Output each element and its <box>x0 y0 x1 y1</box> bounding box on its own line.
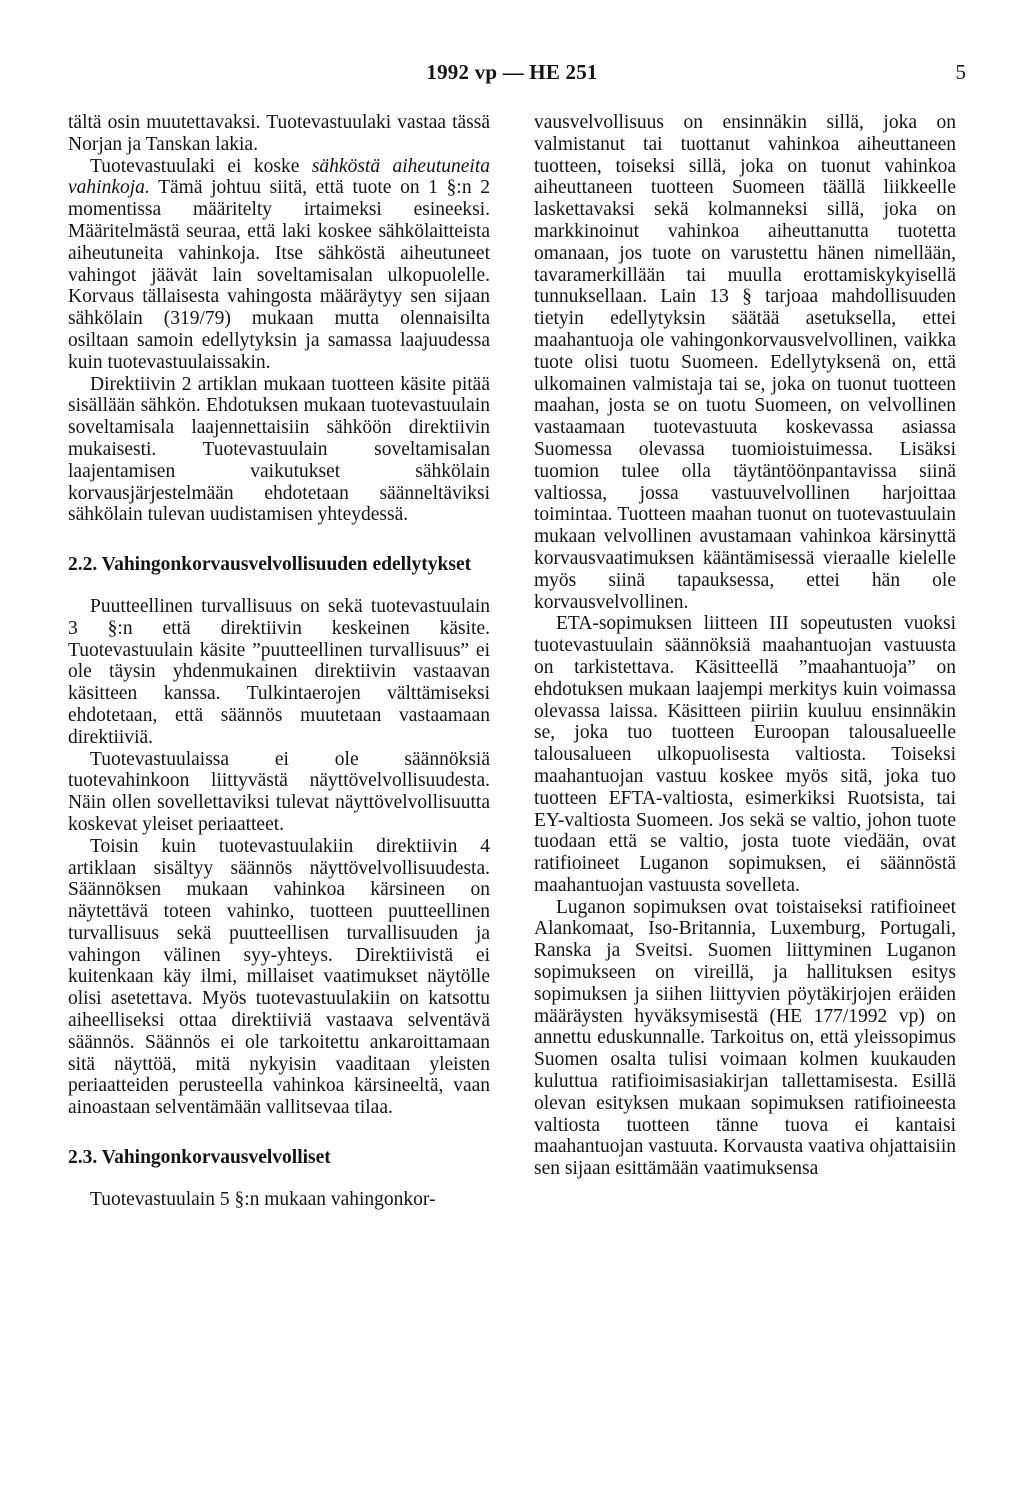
paragraph: Direktiivin 2 artiklan mukaan tuotteen käsite pitää sisällään sähkön. Ehdotuksen mukaan tuotevastuulain soveltamisala laajennettaisiin sähköön direktiivin mukaisesti. Tuotevastuulain soveltamisalan laajentamisen vaikutukset sähkölain korvausjärjestelmään ehdotetaan säänneltäviksi sähkölain tulevan uudistamisen yhteydessä. <box>68 373 490 526</box>
paragraph: Puutteellinen turvallisuus on sekä tuotevastuulain 3 §:n että direktiivin keskeinen käsite. Tuotevastuulain käsite ”puutteellinen turvallisuus” ei ole täysin yhdenmukainen direktiivin vastaavan käsitteen kanssa. Tulkintaerojen välttämiseksi ehdotetaan, että säännös muutetaan vastaamaan direktiiviä. <box>68 595 490 748</box>
text-run: Tämä johtuu siitä, että tuote on 1 §:n 2 momentissa määritelty irtaimeksi esineeksi. Määritelmästä seuraa, että laki koskee sähkölaitteista aiheutuneita vahinkoja. Itse sähköstä aiheutuneet vahingot jäävät lain soveltamisalan ulkopuolelle. Korvaus tällaisesta vahingosta määräytyy sen sijaan sähkölain (319/79) mukaan mutta olennaisilta osiltaan samoin edellytyksin ja samassa laajuudessa kuin tuotevastuulaissakin. <box>68 177 490 373</box>
section-heading: 2.2. Vahingonkorvausvelvollisuuden edellytykset <box>68 554 472 576</box>
paragraph <box>68 156 490 374</box>
paragraph: tältä osin muutettavaksi. Tuotevastuulaki vastaa tässä Norjan ja Tanskan lakia. <box>68 112 490 155</box>
text-run: Tuotevastuulaki ei koske <box>90 155 312 177</box>
paragraph: Tuotevastuulaissa ei ole säännöksiä tuotevahinkoon liittyvästä näyttövelvollisuudesta. Näin ollen sovellettaviksi tulevat näyttövelvollisuutta koskevat yleiset periaatteet. <box>68 748 490 835</box>
page-number: 5 <box>955 60 966 84</box>
paragraph: Tuotevastuulain 5 §:n mukaan vahingonkor- <box>90 1188 436 1210</box>
paragraph: ETA-sopimuksen liitteen III sopeutusten vuoksi tuotevastuulain säännöksiä maahantuojan vastuusta on tarkistettava. Käsitteellä ”maahantuoja” on ehdotuksen mukaan laajempi merkitys kuin voimassa olevassa laissa. Käsitteen piiriin kuuluu ensinnäkin se, joka tuo tuotteen Euroopan talousalueelle talousalueen ulkopuolisesta valtiosta. Toiseksi maahantuojan vastuu koskee myös sitä, joka tuo tuotteen EFTA-valtiosta, esimerkiksi Ruotsista, tai EY-valtiosta Suomeen. Jos sekä se valtio, johon tuote tuodaan että se valtio, josta tuote viedään, ovat ratifioineet Luganon sopimuksen, ei säännöstä maahantuojan vastuusta sovelleta. <box>534 613 956 896</box>
italic-text-run: sähköstä aiheutuneita vahinkoja. <box>68 155 490 199</box>
section-heading: 2.3. Vahingonkorvausvelvolliset <box>68 1147 331 1169</box>
paragraph: Luganon sopimuksen ovat toistaiseksi ratifioineet Alankomaat, Iso-Britannia, Luxemburg, Portugali, Ranska ja Sveitsi. Suomen liittyminen Luganon sopimukseen on vireillä, ja hallituksen esitys sopimuksen ja siihen liittyvien pöytäkirjojen eräiden määräysten hyväksymisestä (HE 177/1992 vp) on annettu eduskunnalle. Tarkoitus on, että yleissopimus Suomen osalta tulisi voimaan kolmen kuukauden kuluttua ratifioimisasiakirjan tallettamisesta. Esillä olevan esityksen mukaan sopimuksen ratifioineesta valtiosta tuotteen tänne tuova ei kantaisi maahantuojan vastuuta. Korvausta vaativa ohjattaisiin sen sijaan esittämään vaatimuksensa <box>534 896 956 1180</box>
right-column <box>534 112 956 1180</box>
paragraph: Toisin kuin tuotevastuulakiin direktiivin 4 artiklaan sisältyy säännös näyttövelvollisuudesta. Säännöksen mukaan vahinkoa kärsineen on näytettävä toteen vahinko, tuotteen puutteellinen turvallisuus sekä puutteellisen turvallisuuden ja vahingon välinen syy-yhteys. Direktiivistä ei kuitenkaan käy ilmi, millaiset vaatimukset näytölle olisi asetettava. Myös tuotevastuulakiin on katsottu aiheelliseksi ottaa direktiiviä vastaava selventävä säännös. Säännös ei ole tarkoitettu ankaroittamaan sitä näyttöä, mitä nykyisin vaaditaan yleisten periaatteiden perusteella vahinkoa kärsineeltä, vaan ainoastaan selventämään vallitsevaa tilaa. <box>68 835 490 1119</box>
left-column <box>68 112 490 1211</box>
page-header <box>0 60 1024 90</box>
header-title: 1992 vp — HE 251 <box>426 60 598 84</box>
paragraph: vausvelvollisuus on ensinnäkin sillä, joka on valmistanut tai tuottanut vahinkoa aiheuttaneen tuotteen, toiseksi sillä, joka on tuonut vahinkoa aiheuttaneen tuotteen Suomeen täällä liikkeelle laskettavaksi sekä kolmanneksi sillä, joka on markkinoinut vahinkoa aiheuttanutta tuotetta omanaan, jos tuote on varustettu hänen nimellään, tavaramerkillään tai muulla erottamiskykyisellä tunnuksellaan. Lain 13 § tarjoaa mahdollisuuden tietyin edellytyksin säätää asetuksella, ettei maahantuoja ole vahingonkorvausvelvollinen, vaikka tuote olisi tuotu Suomeen. Edellytyksenä on, että ulkomainen valmistaja tai se, joka on tuonut tuotteen maahan, josta se on tuotu Suomeen, on velvollinen vastaamaan tuotevastuuta koskevassa asiassa Suomessa olevassa tuomioistuimessa. Lisäksi tuomion tulee olla täytäntöönpantavissa siinä valtiossa, jossa vastuuvelvollinen harjoittaa toimintaa. Tuotteen maahan tuonut on tuotevastuulain mukaan velvollinen avustamaan vahinkoa kärsinyttä korvausvaatimuksen kääntämisessä vieraalle kielelle myös siinä tapauksessa, ettei hän ole korvausvelvollinen. <box>534 112 956 613</box>
